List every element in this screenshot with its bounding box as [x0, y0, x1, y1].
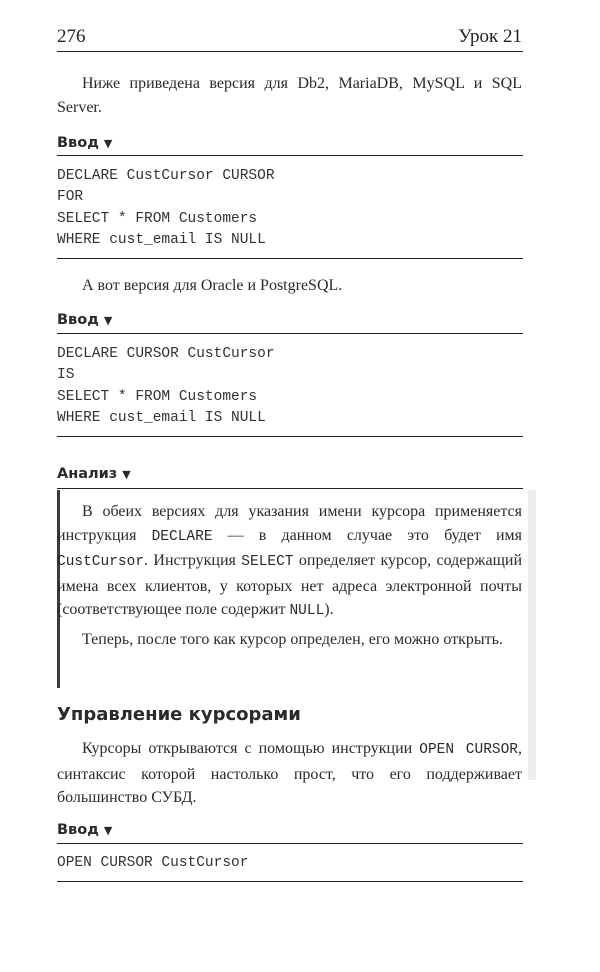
code-line: WHERE cust_email IS NULL	[57, 409, 266, 426]
header-rule	[57, 51, 523, 52]
text-run: Курсоры открываются с помощью инструкции	[82, 740, 420, 757]
section-title: Управление курсорами	[57, 704, 301, 725]
section-text	[57, 737, 522, 810]
code-block-3-bottom-rule	[57, 881, 523, 882]
chapter-title: Урок 21	[458, 26, 522, 47]
code-line: FOR	[57, 189, 84, 206]
code-block-1-bottom-rule	[57, 258, 523, 259]
code-line: DECLARE CustCursor CURSOR	[57, 168, 275, 184]
inline-code: DECLARE	[151, 528, 213, 545]
running-header	[57, 26, 522, 48]
code-line: WHERE cust_email IS NULL	[57, 231, 266, 248]
text-run: — в данном случае это будет имя	[212, 526, 523, 544]
analysis-paragraph-1	[57, 500, 522, 624]
analysis-top-rule	[57, 488, 523, 489]
text-run: . Инструкция	[144, 552, 242, 569]
input-label-text: Ввод	[57, 135, 99, 151]
code-block-3	[57, 853, 522, 874]
code-block-1-top-rule	[57, 155, 523, 156]
triangle-down-icon: ▼	[122, 468, 131, 481]
code-line: SELECT * FROM Customers	[57, 388, 258, 405]
text-run: ).	[324, 601, 334, 618]
section-paragraph	[57, 737, 522, 810]
code-block-2-bottom-rule	[57, 436, 523, 437]
code-line: IS	[57, 367, 75, 384]
input-label-text: Ввод	[57, 822, 99, 838]
analysis-paragraph-2: Теперь, после того как курсор определен, его можно открыть.	[82, 630, 503, 648]
text-run: В обеих версиях для указания имени курсора применяется инструкция	[57, 503, 522, 544]
analysis-label-text: Анализ	[57, 466, 118, 482]
triangle-down-icon: ▼	[103, 314, 113, 327]
intro-paragraph-1	[57, 72, 522, 119]
page-edge-shadow	[528, 490, 536, 780]
intro-text-2: А вот версия для Oracle и PostgreSQL.	[82, 277, 343, 294]
analysis-body	[57, 500, 522, 651]
input-label-3	[57, 822, 112, 838]
code-block-2-top-rule	[57, 333, 523, 334]
code-line: SELECT * FROM Customers	[57, 210, 258, 227]
inline-code: OPEN CURSOR	[419, 742, 518, 758]
code-block-2	[57, 344, 522, 429]
page-number: 276	[57, 26, 86, 47]
intro-paragraph-2	[57, 274, 522, 298]
intro-text-1: Ниже приведена версия для Db2, MariaDB, MySQL и SQL Server.	[57, 75, 522, 116]
inline-code: NULL	[289, 603, 325, 619]
input-label-1	[57, 135, 112, 151]
text-run: определяет курсор, содержащий имена всех клиентов, у которых нет адреса электронной почты (соответствующее поле содержит	[57, 552, 523, 618]
analysis-label	[57, 466, 131, 482]
triangle-down-icon: ▼	[103, 137, 113, 150]
inline-code: SELECT	[241, 554, 294, 570]
text-run: , синтаксис которой настолько прост, что его поддерживает большинство СУБД.	[57, 740, 522, 806]
triangle-down-icon: ▼	[103, 824, 113, 837]
code-block-3-top-rule	[57, 843, 523, 844]
input-label-2	[57, 312, 112, 328]
input-label-text: Ввод	[57, 312, 99, 328]
code-line: OPEN CURSOR CustCursor	[57, 855, 249, 871]
inline-code: CustCursor	[57, 554, 145, 570]
code-line: DECLARE CURSOR CustCursor	[57, 346, 275, 362]
code-block-1	[57, 166, 522, 251]
